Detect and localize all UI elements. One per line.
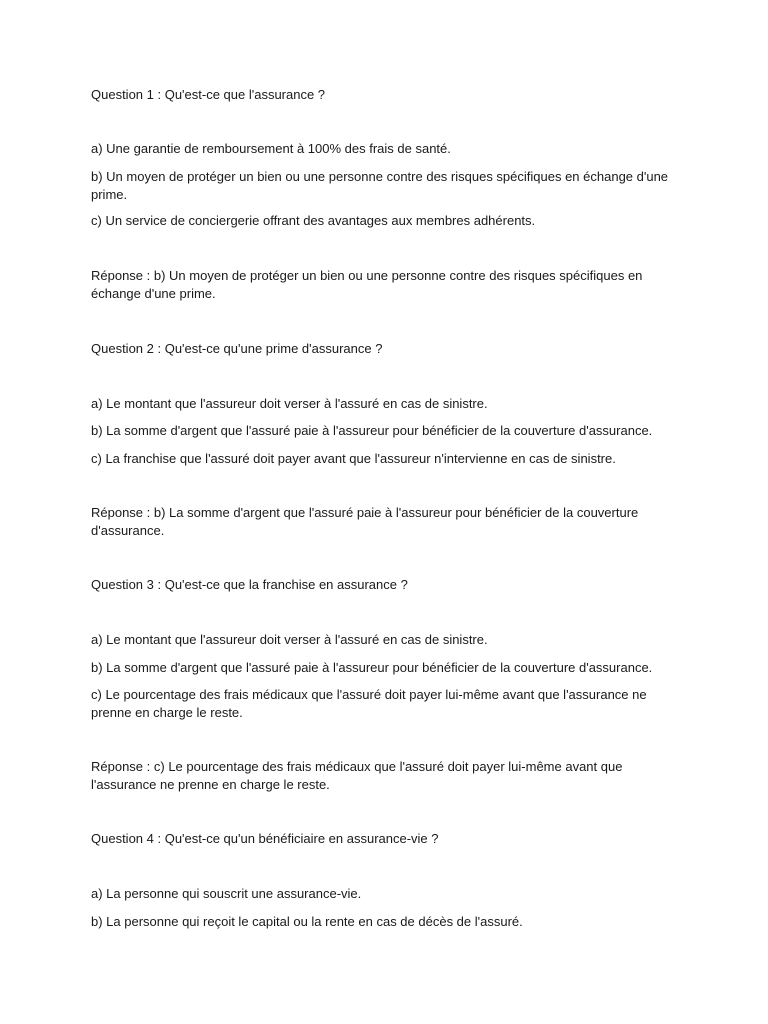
question-1-answer: Réponse : b) Un moyen de protéger un bien ou une personne contre des risques spécifiques en échange d'une prime.	[91, 268, 643, 301]
question-3-title: Question 3 : Qu'est-ce que la franchise en assurance ?	[91, 577, 408, 592]
question-3-option-a: a) Le montant que l'assureur doit verser à l'assuré en cas de sinistre.	[91, 632, 488, 647]
question-3-answer: Réponse : c) Le pourcentage des frais médicaux que l'assuré doit payer lui-même avant que l'assurance ne prenne en charge le reste.	[91, 759, 623, 792]
question-2-option-a: a) Le montant que l'assureur doit verser à l'assuré en cas de sinistre.	[91, 396, 488, 411]
question-3-option-c: c) Le pourcentage des frais médicaux que l'assuré doit payer lui-même avant que l'assurance ne prenne en charge le reste.	[91, 687, 647, 720]
question-3-option-b: b) La somme d'argent que l'assuré paie à l'assureur pour bénéficier de la couverture d'assurance.	[91, 660, 653, 675]
question-1-title: Question 1 : Qu'est-ce que l'assurance ?	[91, 87, 326, 102]
question-4-option-a: a) La personne qui souscrit une assurance-vie.	[91, 886, 362, 901]
question-2-title: Question 2 : Qu'est-ce qu'une prime d'assurance ?	[91, 341, 383, 356]
question-2-option-b: b) La somme d'argent que l'assuré paie à l'assureur pour bénéficier de la couverture d'assurance.	[91, 423, 653, 438]
question-1-option-b: b) Un moyen de protéger un bien ou une personne contre des risques spécifiques en échange d'une prime.	[91, 169, 669, 202]
question-4-option-b: b) La personne qui reçoit le capital ou la rente en cas de décès de l'assuré.	[91, 914, 523, 929]
question-2-option-c: c) La franchise que l'assuré doit payer avant que l'assureur n'intervienne en cas de sinistre.	[91, 451, 616, 466]
question-2-answer: Réponse : b) La somme d'argent que l'assuré paie à l'assureur pour bénéficier de la couverture d'assurance.	[91, 505, 639, 538]
question-1-option-a: a) Une garantie de remboursement à 100% des frais de santé.	[91, 141, 451, 156]
question-4-title: Question 4 : Qu'est-ce qu'un bénéficiaire en assurance-vie ?	[91, 831, 439, 846]
question-1-option-c: c) Un service de conciergerie offrant des avantages aux membres adhérents.	[91, 213, 536, 228]
